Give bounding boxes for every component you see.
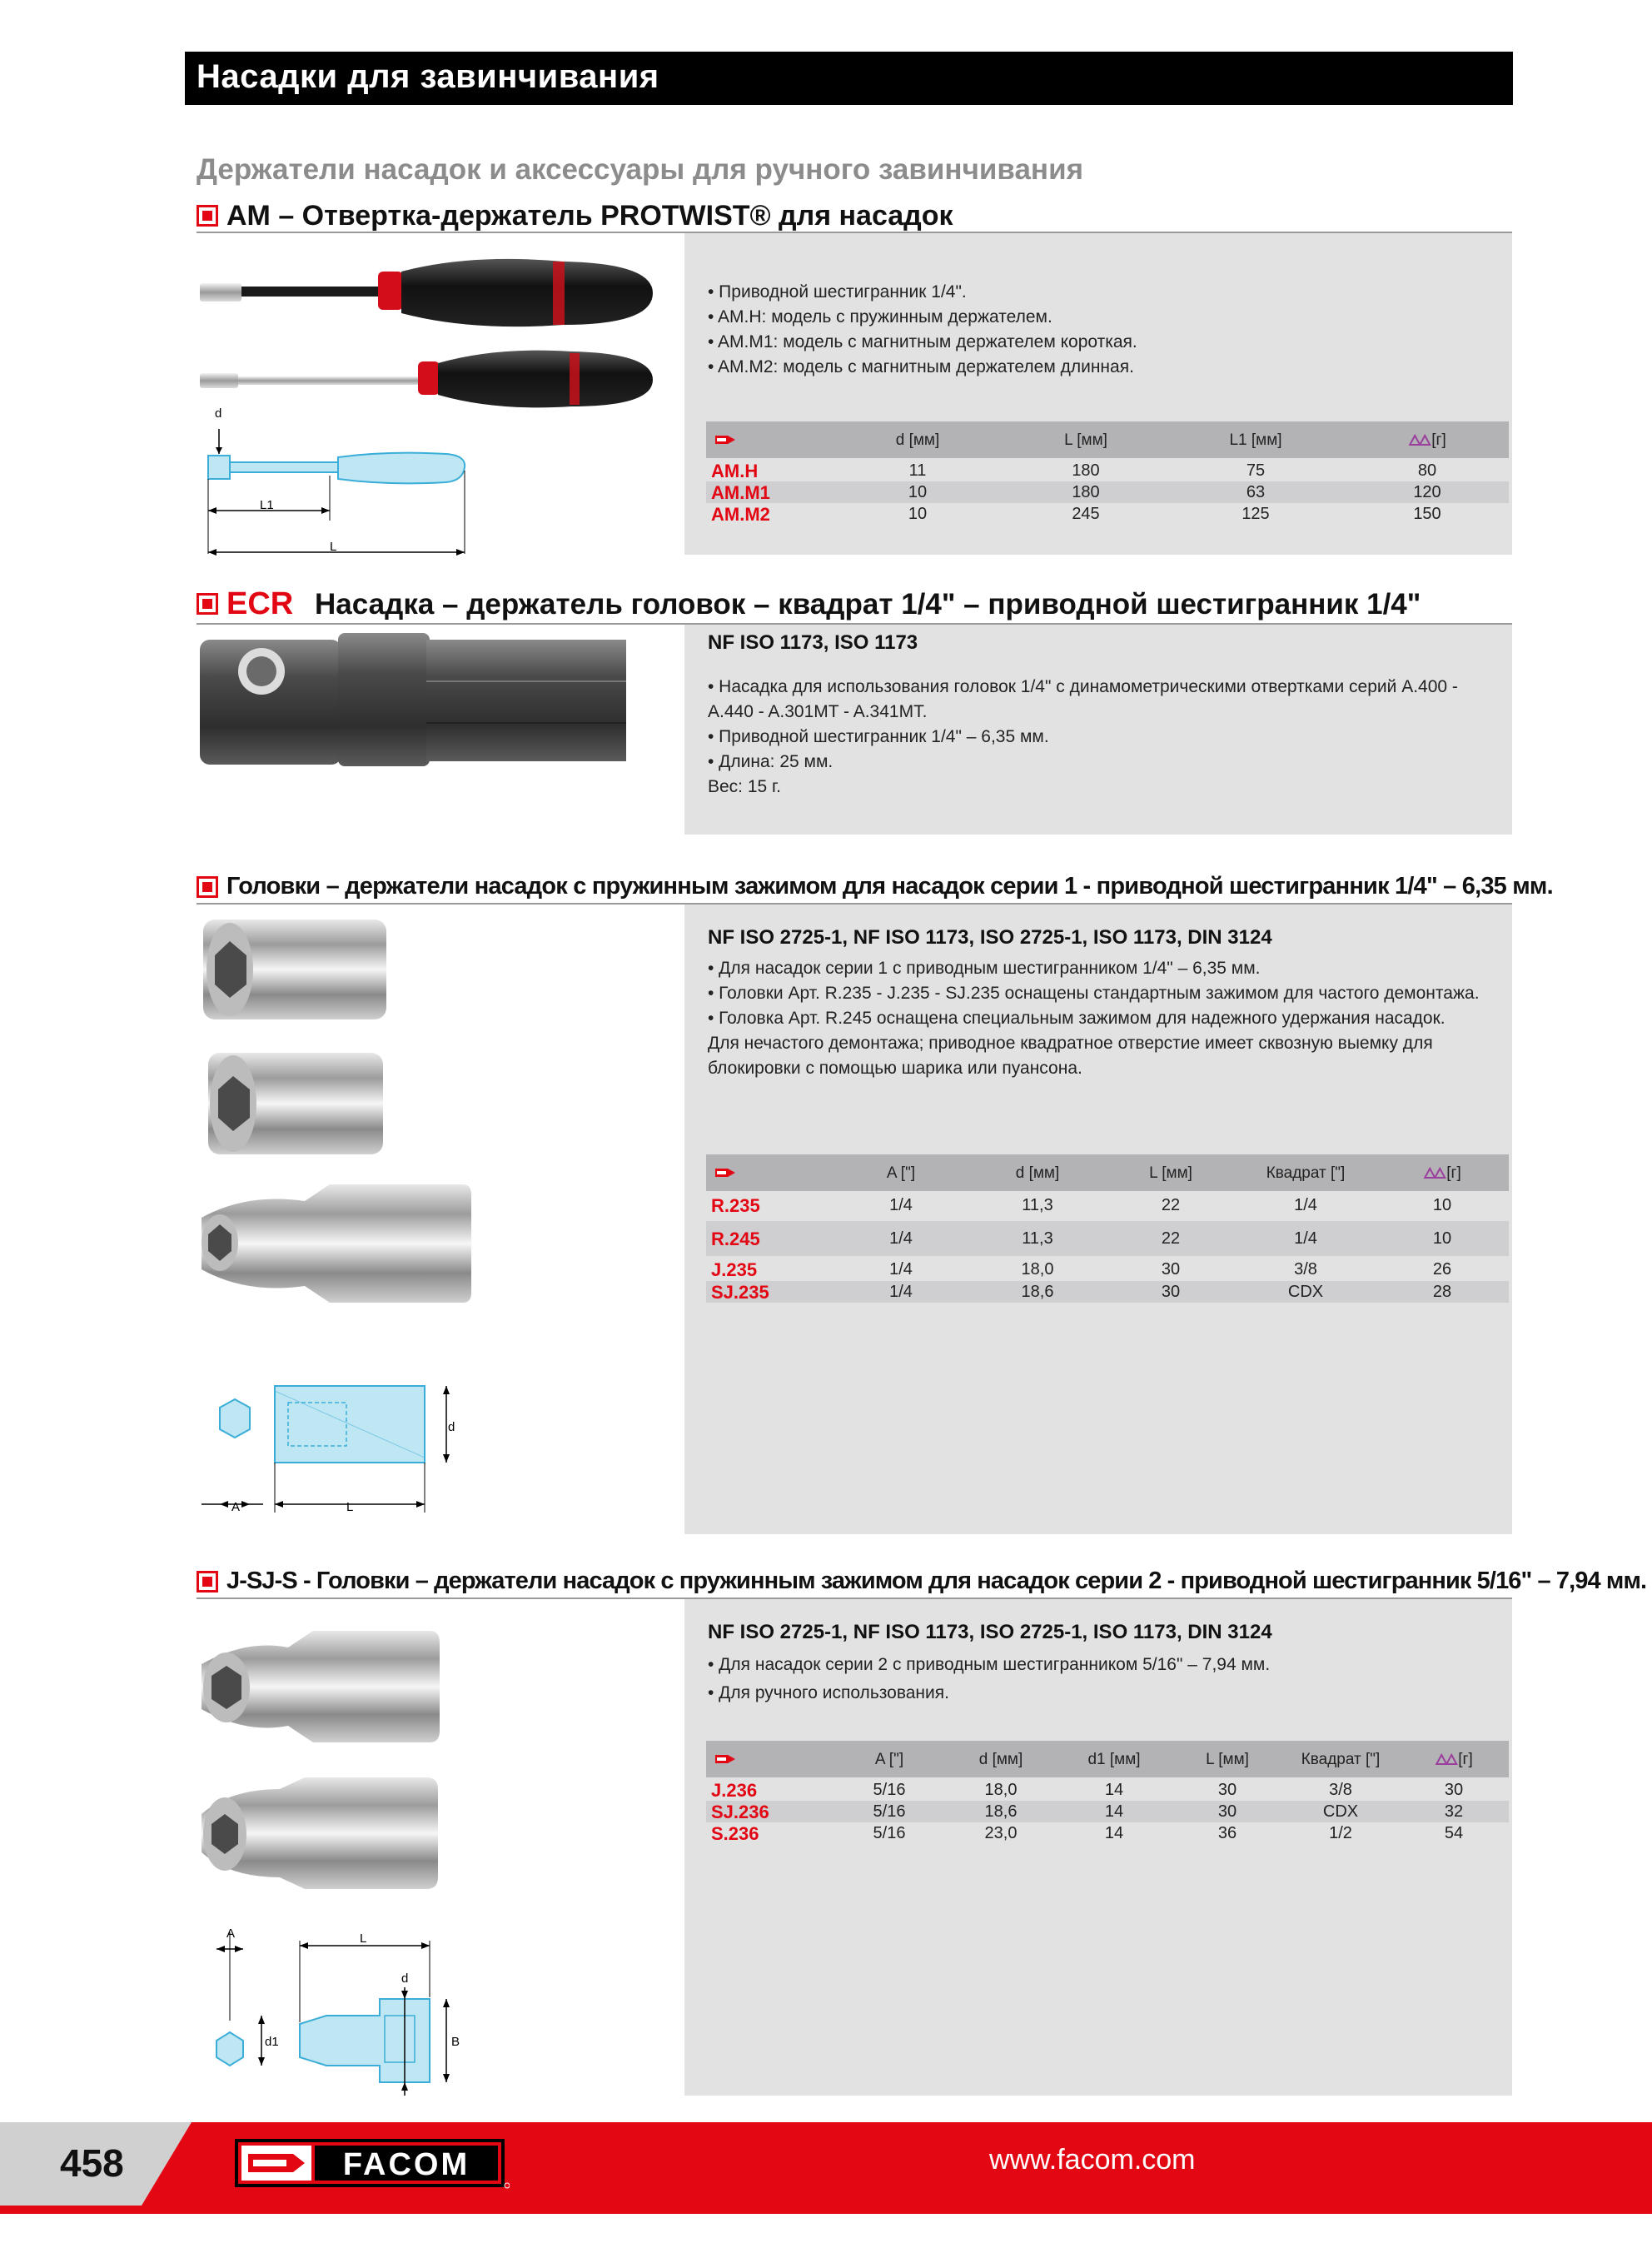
table-row: SJ.236 5/16 18,6 14 30 CDX 32 [706, 1801, 1509, 1822]
brand-name: FACOM [342, 2147, 470, 2182]
dim-label-a: A [231, 1500, 241, 1514]
bullet: • AM.M1: модель с магнитным держателем короткая. [708, 332, 1137, 351]
standard-text: NF ISO 2725-1, NF ISO 1173, ISO 2725-1, ISO 1173, DIN 3124 [708, 926, 1272, 949]
section-title-r235: Головки – держатели насадок с пружинным зажимом для насадок серии 1 - приводной шестигранник 1/4" – 6,35 мм. [226, 873, 1553, 900]
section-title-j236: J-SJ-S - Головки – держатели насадок с пружинным зажимом для насадок серии 2 - приводной шестигранник 5/16" – 7,94 мм. [226, 1568, 1647, 1594]
table-row: S.236 5/16 23,0 14 36 1/2 54 [711, 1823, 1464, 1844]
bit-holder-sockets-photo [197, 910, 480, 1334]
page-number: 458 [60, 2141, 124, 2185]
column-header: Квадрат ["] [1266, 1164, 1346, 1182]
table-row: R.235 1/4 11,3 22 1/4 10 [711, 1195, 1452, 1216]
column-header-weight: [г] [1408, 431, 1446, 450]
bullet: • Приводной шестигранник 1/4" – 6,35 мм. [708, 727, 1049, 746]
adapter-photo [197, 631, 629, 773]
weight-scale-icon [1435, 1752, 1458, 1766]
bullet: A.440 - A.301MT - A.341MT. [708, 702, 928, 721]
column-header-weight: [г] [1423, 1164, 1461, 1183]
bullet: • Головка Арт. R.245 оснащена специальным зажимом для надежного удержания насадок. [708, 1009, 1446, 1028]
dim-label-l: L [346, 1500, 354, 1514]
dim-label-b: B [451, 2035, 460, 2049]
website-link[interactable]: www.facom.com [989, 2144, 1196, 2176]
table-row: AM.H 11 180 75 80 [711, 461, 1437, 481]
table-row: AM.M2 10 245 125 150 [711, 504, 1441, 525]
column-header-weight: [г] [1435, 1751, 1473, 1769]
dim-label-d: d [215, 406, 222, 421]
drill-bit-icon [714, 1167, 736, 1179]
dim-label-d: d [448, 1420, 455, 1434]
bullet: • Приводной шестигранник 1/4". [708, 282, 967, 302]
column-header: L [мм] [1206, 1751, 1249, 1768]
table-row: J.236 5/16 18,0 14 30 3/8 30 [711, 1780, 1464, 1801]
bit-holder-sockets-photo [197, 1622, 446, 1906]
bullet: • Головки Арт. R.235 - J.235 - SJ.235 оснащены стандартным зажимом для частого демонтажа. [708, 984, 1480, 1003]
bullet: • Насадка для использования головок 1/4" с динамометрическими отвертками серий A.400 - [708, 677, 1458, 696]
dim-label-l1: L1 [260, 498, 274, 512]
column-header: Квадрат ["] [1301, 1751, 1381, 1768]
red-square-icon [197, 876, 218, 898]
column-header: d1 [мм] [1087, 1751, 1141, 1768]
dim-label-d: d [401, 1971, 409, 1986]
bullet: блокировки с помощью шарика или пуансона. [708, 1059, 1082, 1078]
red-square-icon [197, 1571, 218, 1593]
table-row: J.235 1/4 18,0 30 3/8 26 [711, 1259, 1452, 1280]
dim-label-a: A [226, 1926, 236, 1941]
red-square-icon [197, 205, 218, 227]
column-header: A ["] [886, 1164, 916, 1182]
weight-scale-icon [1408, 433, 1431, 446]
section-title-am: AM – Отвертка-держатель PROTWIST® для насадок [226, 200, 953, 232]
red-square-icon [197, 593, 218, 615]
socket-diagram [197, 1374, 480, 1516]
column-header: L [мм] [1149, 1164, 1192, 1182]
table-row: SJ.235 1/4 18,6 30 CDX 28 [706, 1281, 1509, 1303]
weight-scale-icon [1423, 1166, 1446, 1179]
dim-label-l: L [330, 540, 337, 554]
dim-label-d1: d1 [265, 2035, 279, 2049]
bullet: • Длина: 25 мм. [708, 752, 833, 771]
bullet: Для нечастого демонтажа; приводное квадратное отверстие имеет сквозную выемку для [708, 1034, 1433, 1053]
bullet: • AM.H: модель с пружинным держателем. [708, 307, 1052, 326]
column-header: d [мм] [1015, 1164, 1060, 1182]
section-code-ecr: ECR [226, 586, 294, 621]
table-header-r235 [706, 1154, 1509, 1191]
table-header-am [706, 421, 1509, 458]
bullet: • AM.M2: модель с магнитным держателем длинная. [708, 357, 1134, 376]
bullet: • Для ручного использования. [708, 1683, 949, 1702]
drill-bit-icon [714, 1753, 736, 1765]
column-header: L [мм] [1064, 431, 1107, 449]
bullet: Вес: 15 г. [708, 777, 781, 796]
section-title-ecr: Насадка – держатель головок – квадрат 1/4" – приводной шестигранник 1/4" [315, 588, 1421, 621]
bullet: • Для насадок серии 2 с приводным шестигранником 5/16" – 7,94 мм. [708, 1655, 1271, 1674]
column-header: A ["] [874, 1751, 904, 1768]
column-header: d [мм] [895, 431, 940, 449]
column-header: d [мм] [978, 1751, 1023, 1768]
screwdriver-diagram [197, 404, 480, 562]
table-header-j236 [706, 1741, 1509, 1777]
table-row: R.245 1/4 11,3 22 1/4 10 [706, 1221, 1509, 1256]
drill-bit-icon [714, 434, 736, 446]
section-subtitle: Держатели насадок и аксессуары для ручного завинчивания [197, 153, 1084, 186]
column-header: L1 [мм] [1229, 431, 1282, 449]
screwdriver-photo [197, 242, 663, 425]
header-bar [185, 52, 1513, 105]
facom-logo [235, 2139, 510, 2191]
footer-strip [0, 2206, 1652, 2214]
socket-diagram [197, 1924, 480, 2101]
bullet: • Для насадок серии 1 с приводным шестигранником 1/4" – 6,35 мм. [708, 959, 1261, 978]
standard-text: NF ISO 1173, ISO 1173 [708, 631, 918, 654]
standard-text: NF ISO 2725-1, NF ISO 1173, ISO 2725-1, ISO 1173, DIN 3124 [708, 1621, 1272, 1643]
dim-label-l: L [360, 1931, 367, 1946]
page-title: Насадки для завинчивания [197, 58, 659, 95]
table-row: AM.M1 10 180 63 120 [706, 481, 1509, 503]
